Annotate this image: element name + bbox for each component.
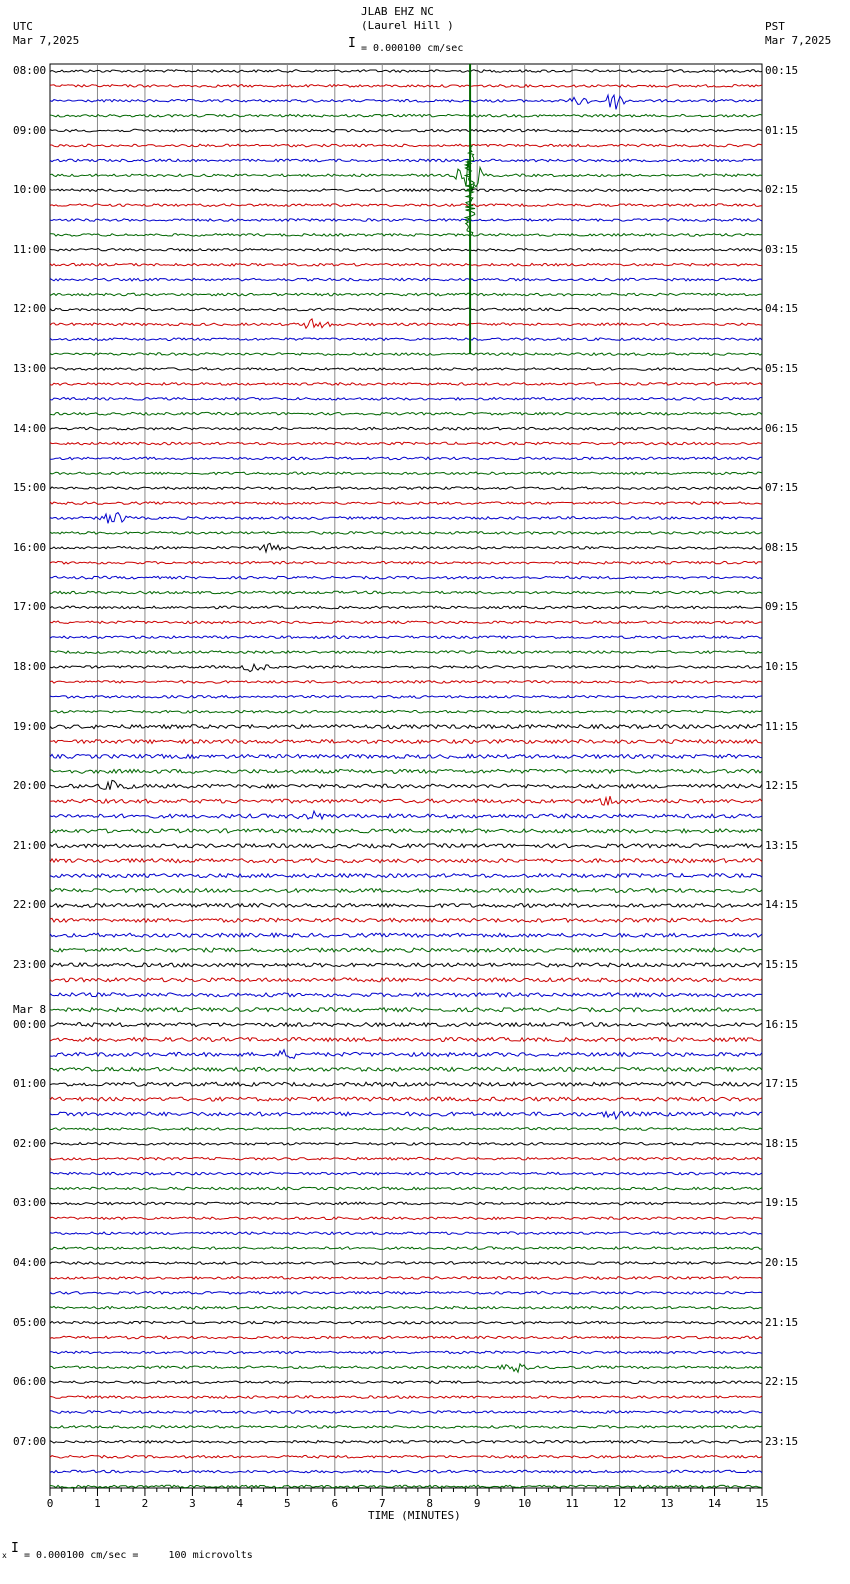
pst-hour-label: 10:15 [765, 660, 799, 673]
trace-row [50, 1232, 762, 1235]
pst-hour-label: 14:15 [765, 898, 799, 912]
trace-row [50, 319, 762, 328]
trace-row [50, 1187, 762, 1190]
trace-row [50, 993, 762, 997]
pst-hour-label: 11:15 [765, 719, 799, 733]
trace-row [50, 874, 762, 878]
trace-row [50, 114, 762, 117]
trace-row [50, 263, 762, 266]
trace-row [50, 636, 762, 639]
x-tick-label: 14 [707, 1497, 722, 1510]
trace-row [50, 353, 762, 356]
trace-row [50, 978, 762, 982]
trace-row [50, 159, 762, 162]
trace-row [50, 725, 762, 729]
trace-row [50, 1321, 762, 1324]
pst-hour-label: 20:15 [765, 1256, 799, 1269]
trace-row [50, 398, 762, 401]
x-tick-label: 2 [141, 1497, 149, 1510]
trace-row [50, 249, 762, 252]
x-tick-label: 12 [612, 1497, 627, 1510]
trace-row [50, 664, 762, 671]
x-tick-label: 9 [473, 1497, 481, 1510]
utc-hour-label: 05:00 [13, 1315, 47, 1329]
trace-row [50, 1396, 762, 1399]
trace-row [50, 95, 762, 109]
trace-row [50, 1277, 762, 1280]
trace-row [50, 532, 762, 535]
utc-hour-label: 08:00 [13, 64, 47, 77]
trace-row [50, 144, 762, 147]
x-tick-label: 11 [565, 1497, 579, 1510]
trace-row [50, 859, 762, 863]
trace-row [50, 1351, 762, 1354]
date-label: Mar 8 [13, 1002, 47, 1016]
left-timezone: UTC [13, 20, 33, 33]
pst-hour-label: 01:15 [765, 123, 799, 137]
trace-row [50, 740, 762, 744]
x-tick-label: 7 [378, 1497, 386, 1510]
utc-hour-label: 10:00 [13, 183, 47, 197]
trace-row [50, 621, 762, 624]
x-tick-label: 0 [46, 1497, 54, 1510]
left-date: Mar 7,2025 [13, 34, 80, 47]
pst-hour-label: 13:15 [765, 838, 799, 852]
utc-hour-label: 15:00 [13, 481, 47, 495]
utc-hour-label: 02:00 [13, 1136, 47, 1150]
x-tick-label: 5 [284, 1497, 291, 1510]
right-date: Mar 7,2025 [765, 34, 832, 47]
trace-row [50, 129, 762, 132]
x-tick-label: 3 [189, 1497, 196, 1510]
utc-hour-label: 11:00 [13, 242, 47, 256]
x-axis-label: TIME (MINUTES) [368, 1509, 461, 1522]
utc-hour-label: 20:00 [13, 779, 47, 793]
trace-row [50, 1067, 762, 1071]
trace-row [50, 1038, 762, 1042]
pst-hour-label: 06:15 [765, 421, 799, 435]
trace-row [50, 1023, 762, 1027]
trace-row [50, 591, 762, 594]
pst-hour-label: 17:15 [765, 1077, 799, 1091]
utc-hour-label: 09:00 [13, 123, 47, 137]
trace-row [50, 338, 762, 341]
trace-row [50, 769, 762, 773]
trace-row [50, 844, 762, 848]
trace-row [50, 1128, 762, 1131]
plot-frame [50, 64, 762, 1488]
pst-hour-label: 09:15 [765, 600, 799, 614]
trace-row [50, 903, 762, 907]
utc-hour-label: 03:00 [13, 1196, 47, 1210]
time-axis [47, 1488, 769, 1510]
scale-bar-icon: I [348, 36, 356, 51]
utc-hour-label: 23:00 [13, 958, 47, 971]
trace-row [50, 219, 762, 222]
x-tick-label: 10 [518, 1497, 532, 1510]
pst-hour-label: 12:15 [765, 779, 799, 793]
trace-row [50, 1470, 762, 1473]
pst-hour-label: 23:15 [765, 1434, 799, 1448]
trace-row [50, 948, 762, 952]
utc-hour-label: 18:00 [13, 660, 47, 673]
footer-scale-prefix: x [2, 1551, 7, 1560]
pst-hour-label: 22:15 [765, 1375, 799, 1389]
trace-row [50, 1455, 762, 1458]
trace-row [50, 472, 762, 475]
trace-row [50, 1172, 762, 1175]
trace-row [50, 889, 762, 893]
trace-row [50, 368, 762, 371]
pst-hour-label: 00:15 [765, 64, 799, 77]
utc-hour-label: 01:00 [13, 1077, 47, 1091]
station-location: (Laurel Hill ) [361, 19, 454, 32]
trace-row [50, 1336, 762, 1339]
utc-hour-label: 17:00 [13, 600, 47, 614]
plot-grid [50, 64, 762, 1488]
trace-row [50, 829, 762, 833]
pst-hour-label: 21:15 [765, 1315, 799, 1329]
right-timezone: PST [765, 20, 785, 33]
trace-row [50, 1364, 762, 1372]
trace-row [50, 427, 762, 430]
pst-hour-label: 03:15 [765, 242, 799, 256]
utc-hour-label: 00:00 [13, 1017, 47, 1031]
station-title: JLAB EHZ NC [361, 5, 434, 18]
trace-row [50, 278, 762, 281]
pst-hour-label: 18:15 [765, 1136, 799, 1150]
pst-hour-label: 15:15 [765, 958, 799, 971]
trace-row [50, 234, 762, 237]
trace-row [50, 502, 762, 505]
trace-row [50, 543, 762, 552]
utc-hour-label: 06:00 [13, 1375, 47, 1389]
trace-row [50, 457, 762, 460]
trace-row [50, 561, 762, 564]
trace-row [50, 1485, 762, 1488]
trace-row [50, 1217, 762, 1220]
trace-row [50, 1381, 762, 1384]
trace-row [50, 1247, 762, 1250]
trace-row [50, 1050, 762, 1059]
pst-hour-label: 08:15 [765, 540, 799, 554]
x-tick-label: 4 [236, 1497, 244, 1510]
utc-hour-label: 12:00 [13, 302, 47, 316]
trace-row [50, 1157, 762, 1160]
trace-row [50, 963, 762, 967]
trace-row [50, 1262, 762, 1265]
scale-text: = 0.000100 cm/sec [361, 43, 464, 54]
utc-hour-label: 04:00 [13, 1256, 47, 1269]
trace-row [50, 293, 762, 296]
trace-row [50, 710, 762, 713]
trace-row [50, 754, 762, 758]
trace-row [50, 1202, 762, 1205]
utc-hour-label: 13:00 [13, 362, 47, 375]
pst-hour-label: 19:15 [765, 1196, 799, 1210]
trace-row [50, 1082, 762, 1086]
trace-row [50, 487, 762, 490]
trace-row [50, 796, 762, 805]
pst-hour-label: 04:15 [765, 302, 799, 316]
footer-scale-icon: I [11, 1541, 19, 1556]
footer-scale-text: = 0.000100 cm/sec = 100 microvolts [24, 1550, 253, 1561]
x-tick-label: 13 [660, 1497, 674, 1510]
trace-row [50, 811, 762, 819]
trace-row [50, 1008, 762, 1012]
trace-group [50, 64, 762, 1488]
trace-row [50, 70, 762, 73]
x-tick-label: 15 [755, 1497, 769, 1510]
x-tick-label: 8 [426, 1497, 434, 1510]
x-tick-label: 6 [331, 1497, 339, 1510]
utc-hour-label: 16:00 [13, 540, 47, 554]
pst-hour-label: 02:15 [765, 183, 799, 197]
trace-row [50, 576, 762, 579]
trace-row [50, 383, 762, 386]
trace-row [50, 1411, 762, 1414]
trace-row [50, 308, 762, 311]
utc-hour-label: 07:00 [13, 1434, 47, 1448]
trace-row [50, 1306, 762, 1309]
trace-row [50, 1097, 762, 1101]
trace-row [50, 1426, 762, 1429]
pst-hour-label: 16:15 [765, 1017, 799, 1031]
trace-row [50, 1441, 762, 1444]
pst-hour-label: 07:15 [765, 481, 799, 495]
trace-row [50, 412, 762, 415]
utc-hour-label: 14:00 [13, 421, 47, 435]
utc-hour-label: 22:00 [13, 898, 47, 912]
trace-row [50, 1143, 762, 1146]
trace-row [50, 513, 762, 524]
utc-hour-label: 19:00 [13, 719, 47, 733]
trace-row [50, 606, 762, 609]
trace-row [50, 442, 762, 445]
trace-row [50, 85, 762, 88]
trace-row [50, 681, 762, 684]
trace-row [50, 918, 762, 922]
trace-row [50, 159, 762, 191]
pst-hour-label: 05:15 [765, 362, 799, 375]
utc-hour-label: 21:00 [13, 838, 47, 852]
trace-row [50, 204, 762, 207]
trace-row [50, 651, 762, 654]
trace-row [50, 189, 762, 192]
trace-row [50, 1111, 762, 1119]
trace-row [50, 780, 762, 789]
trace-row [50, 1292, 762, 1295]
trace-row [50, 696, 762, 699]
trace-row [50, 933, 762, 937]
x-tick-label: 1 [94, 1497, 101, 1510]
